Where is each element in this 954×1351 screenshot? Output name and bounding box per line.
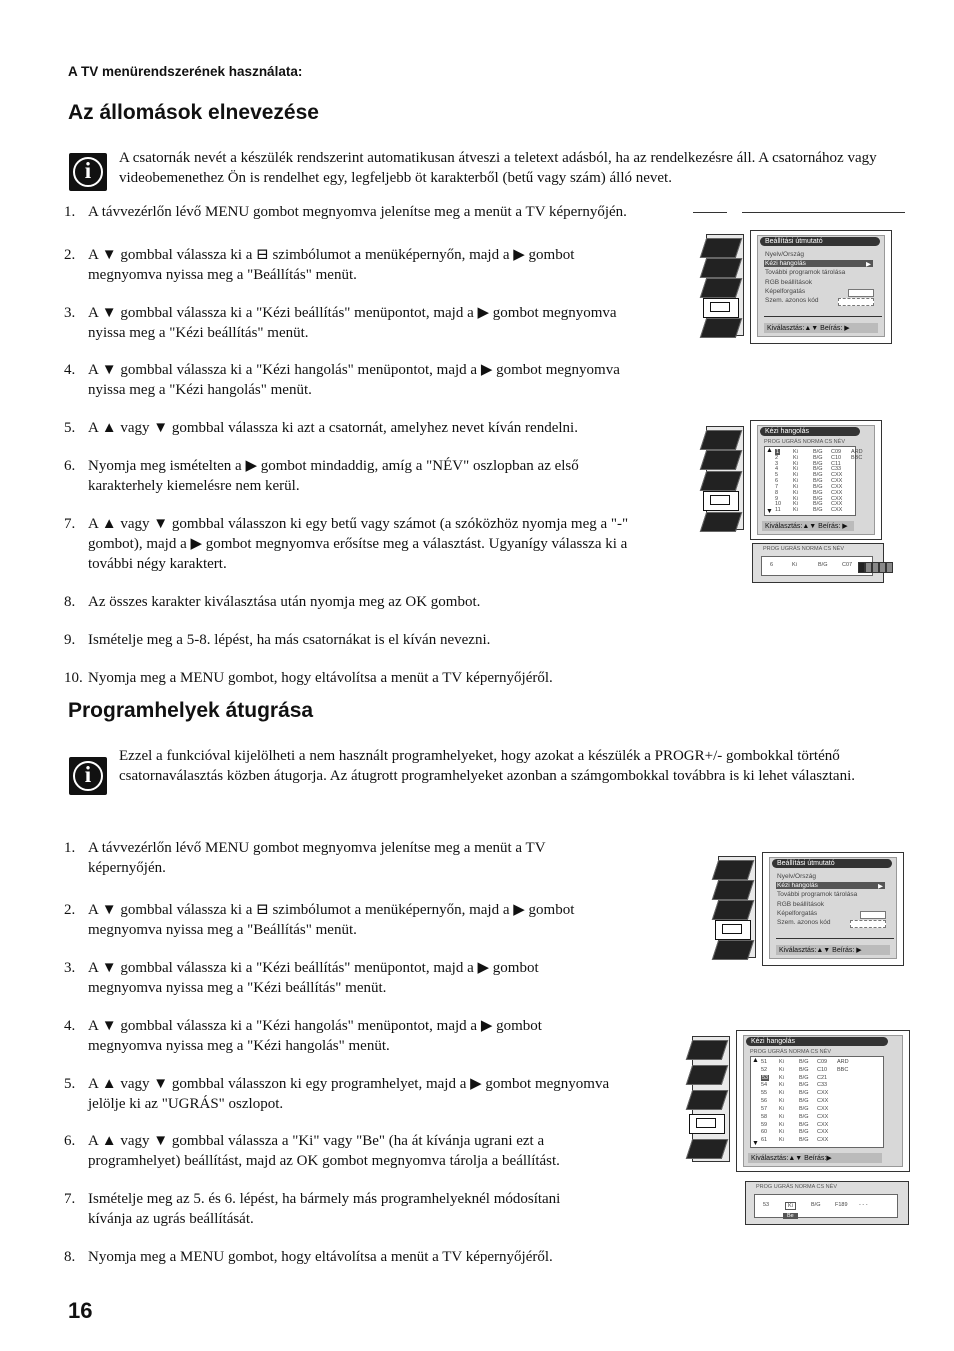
step-item — [64, 668, 704, 688]
step-item — [64, 360, 704, 400]
table-cell: B/G — [799, 1137, 809, 1144]
pointer-line — [742, 212, 905, 213]
teletext-icon — [700, 512, 742, 532]
step-item — [64, 1074, 704, 1114]
menu-screen — [750, 420, 882, 540]
edit-cell: - - - — [859, 1202, 868, 1208]
toolbox-glyph — [710, 302, 730, 312]
edit-cell: C07 — [842, 562, 853, 568]
step-item — [64, 1189, 704, 1229]
table-cell: Ki — [779, 1137, 784, 1144]
sound-icon — [700, 450, 742, 470]
menu-title: Kézi hangolás — [746, 1037, 888, 1046]
table-cell: Ki — [793, 495, 798, 502]
table-cell: CXX — [831, 472, 843, 479]
step-text: Nyomja meg a MENU gombot, hogy eltávolítsa a menüt a TV képernyőjéről. — [88, 1249, 553, 1265]
table-cell: CXX — [817, 1121, 829, 1128]
step-number: 5. — [64, 1076, 76, 1092]
channel-table — [750, 1056, 884, 1148]
menu-footer: Kiválasztás:▲▼ Beírás: ▶ — [776, 945, 890, 955]
table-cell: 56 — [761, 1098, 768, 1105]
table-cell: Ki — [793, 478, 798, 485]
step-number: 1. — [64, 840, 76, 856]
setup-icon — [703, 298, 739, 318]
edit-row — [761, 556, 873, 576]
table-cell: 5 — [775, 472, 779, 479]
table-cell: B/G — [813, 466, 823, 473]
menu-panel — [757, 235, 885, 337]
menu-item: További programok tárolása — [765, 269, 846, 277]
edit-strip — [745, 1181, 909, 1225]
page-number: 16 — [68, 1298, 93, 1323]
table-cell: CXX — [817, 1137, 829, 1144]
table-cell: Ki — [793, 501, 798, 508]
step-text: Nyomja meg a MENU gombot, hogy eltávolítsa a menüt a TV képernyőjéről. — [88, 670, 553, 686]
name-char-slot — [858, 562, 865, 573]
teletext-icon — [686, 1139, 728, 1159]
step-item — [64, 303, 704, 343]
arrow-right-icon: ▶ — [866, 261, 871, 269]
table-cell: B/G — [813, 495, 823, 502]
table-cell: 6 — [775, 478, 779, 485]
table-cell: Ki — [779, 1059, 784, 1065]
table-cell: 57 — [761, 1105, 768, 1112]
table-cell: 51 — [761, 1059, 768, 1065]
menu-screen — [750, 230, 892, 344]
table-cell: Ki — [779, 1121, 784, 1128]
step-text: A távvezérlőn lévő MENU gombot megnyomva jelenítse meg a menüt a TV képernyőjén. — [88, 204, 627, 220]
edit-cell: Ki — [785, 1202, 796, 1210]
step-number: 3. — [64, 960, 76, 976]
table-cell: B/G — [813, 478, 823, 485]
step-text: A ▼ gombbal válassza ki a ⊟ szimbólumot a menüképernyőn, majd a ▶ gombot megnyomva nyissa meg a "Beállítás" menüt. — [88, 902, 575, 938]
table-cell: Ki — [779, 1074, 784, 1081]
table-cell: 61 — [761, 1137, 768, 1144]
arrow-down-icon: ▼ — [752, 1140, 759, 1147]
step-item — [64, 900, 704, 940]
table-cell: 59 — [761, 1121, 768, 1128]
table-cell: ARD — [837, 1059, 849, 1065]
table-cell: B/G — [813, 489, 823, 496]
table-cell: C21 — [817, 1074, 828, 1081]
section-title-skip: Programhelyek átugrása — [68, 699, 314, 722]
menu-footer: Kiválasztás:▲▼ Beírás:▶ — [748, 1153, 882, 1163]
name-char-slot — [886, 562, 893, 573]
table-cell: 11 — [775, 507, 781, 514]
edit-strip — [752, 543, 884, 583]
menu-item: Szem. azonos kód — [764, 297, 873, 304]
table-cell: CXX — [817, 1129, 829, 1136]
menu-title: Beállítási útmutató — [772, 859, 892, 868]
table-cell: 58 — [761, 1113, 768, 1120]
table-cell: B/G — [799, 1074, 809, 1081]
table-cell: CXX — [817, 1105, 829, 1112]
column-header: PROG UGRÁS NORMA CS NÉV — [764, 439, 845, 445]
step-text: A ▼ gombbal válassza ki a "Kézi beállítás" menüpontot, majd a ▶ gombot megnyomva nyissa meg a "Kézi beállítás" menüt. — [88, 960, 539, 996]
table-cell: Ki — [793, 489, 798, 496]
step-number: 10. — [64, 670, 83, 686]
step-item — [64, 838, 704, 878]
table-cell: 4 — [775, 466, 779, 473]
step-number: 8. — [64, 1249, 76, 1265]
setup-icon — [715, 920, 751, 940]
toolbox-glyph — [722, 924, 742, 934]
table-cell: C09 — [831, 449, 842, 455]
name-char-slot — [879, 562, 886, 573]
menu-footer: Kiválasztás:▲▼ Beírás: ▶ — [764, 323, 878, 333]
table-cell: Ki — [779, 1090, 784, 1097]
menu-panel — [769, 857, 897, 959]
menu-item: RGB beállítások — [777, 900, 824, 908]
table-cell: 9 — [775, 495, 779, 502]
step-item — [64, 418, 704, 438]
step-item — [64, 1016, 704, 1056]
channel-table — [764, 446, 863, 516]
step-text: Ismételje meg az 5. és 6. lépést, ha bármely más programhelyeknél módosítani kívánja az ugrás beállítását. — [88, 1191, 561, 1227]
sound-icon — [686, 1065, 728, 1085]
table-cell: Ki — [779, 1105, 784, 1112]
table-cell: C11 — [831, 460, 841, 467]
table-cell: ARD — [851, 449, 863, 455]
step-item — [64, 958, 704, 998]
table-cell: CXX — [831, 483, 843, 490]
table-cell: BBC — [851, 454, 863, 461]
menu-divider — [764, 316, 882, 317]
step-item — [64, 456, 704, 496]
toggle-box — [848, 289, 874, 297]
step-number: 4. — [64, 1018, 76, 1034]
step-number: 4. — [64, 362, 76, 378]
table-cell: B/G — [813, 454, 823, 461]
menu-item: Nyelv/Ország — [765, 251, 805, 258]
info-text-skip: Ezzel a funkcióval kijelölheti a nem használt programhelyeket, hogy azokat a készülék a PROGR+/- gombokkal történő csatornaválasztás közben átugorja. Az átugrott programhelyeket azonban a számgombokkal továbbra is ki lehet választani. — [119, 748, 855, 784]
table-cell: 10 — [775, 501, 782, 508]
table-cell: 1 — [776, 449, 780, 455]
menu-item: Szem. azonos kód — [776, 919, 885, 926]
skip-option: Be — [783, 1213, 798, 1219]
table-cell: B/G — [799, 1082, 809, 1089]
menu-item: Kézi hangolás ▶ — [765, 260, 871, 269]
features-icon — [712, 900, 754, 920]
table-cell: C10 — [817, 1066, 828, 1073]
table-cell: B/G — [799, 1113, 809, 1120]
step-text: A ▼ gombbal válassza ki a "Kézi beállítás" menüpontot, majd a ▶ gombot megnyomva nyissa meg a "Kézi beállítás" menüt. — [88, 305, 617, 341]
arrow-down-icon: ▼ — [766, 508, 773, 515]
name-char-slot — [865, 562, 872, 573]
setup-icon — [703, 491, 739, 511]
step-item — [64, 245, 704, 285]
section-title-naming: Az állomások elnevezése — [68, 101, 319, 124]
table-cell: CXX — [831, 478, 843, 485]
menu-item: Képelforgatás — [764, 288, 873, 295]
table-cell: CXX — [817, 1098, 829, 1105]
sound-icon — [712, 880, 754, 900]
step-number: 8. — [64, 594, 76, 610]
step-text: A ▲ vagy ▼ gombbal válasszon ki egy programhelyet, majd a ▶ gombot megnyomva jelölje ki az "UGRÁS" oszlopot. — [88, 1076, 610, 1112]
table-cell: B/G — [813, 507, 823, 514]
menu-title: Kézi hangolás — [760, 427, 860, 436]
code-box — [838, 298, 874, 306]
toggle-box — [860, 911, 886, 919]
step-item — [64, 202, 704, 222]
edit-cell: 6 — [770, 562, 774, 568]
step-number: 7. — [64, 1191, 76, 1207]
step-text: Ismételje meg a 5-8. lépést, ha más csatornákat is el kíván nevezni. — [88, 632, 491, 648]
teletext-icon — [700, 318, 742, 338]
table-cell: Ki — [779, 1113, 784, 1120]
table-cell: B/G — [799, 1066, 809, 1073]
name-char-slot — [872, 562, 879, 573]
info-icon: i — [69, 757, 107, 795]
table-cell: 54 — [761, 1082, 768, 1089]
table-cell: CXX — [831, 495, 843, 502]
table-cell: B/G — [813, 460, 823, 467]
table-cell: C10 — [831, 454, 842, 461]
step-number: 3. — [64, 305, 76, 321]
step-number: 6. — [64, 1133, 76, 1149]
menu-panel — [743, 1035, 903, 1167]
features-icon — [700, 471, 742, 491]
table-cell: 60 — [761, 1129, 768, 1136]
edit-cell: 53 — [763, 1202, 770, 1208]
table-cell: B/G — [799, 1059, 809, 1065]
pointer-line — [693, 212, 727, 213]
step-number: 1. — [64, 204, 76, 220]
table-cell: CXX — [831, 489, 843, 496]
step-text: A ▼ gombbal válassza ki a "Kézi hangolás" menüpontot, majd a ▶ gombot megnyomva nyissa meg a "Kézi hangolás" menüt. — [88, 362, 620, 398]
menu-screen — [736, 1030, 910, 1172]
table-cell: C09 — [817, 1059, 828, 1065]
features-icon — [700, 278, 742, 298]
table-cell: Ki — [779, 1082, 784, 1089]
arrow-right-icon: ▶ — [878, 883, 883, 891]
toolbox-glyph — [696, 1118, 716, 1128]
table-cell: 3 — [775, 460, 779, 467]
table-cell: Ki — [793, 466, 798, 473]
info-text-naming: A csatornák nevét a készülék rendszerint automatikusan átveszi a teletext adásból, ha az rendelkezésre áll. A csatornához vagy videobemenethez Ön is rendelhet egy, legfeljebb öt karakterből (betű vagy szám) álló nevet. — [119, 150, 877, 186]
table-cell: Ki — [793, 454, 798, 461]
step-number: 2. — [64, 902, 76, 918]
code-box — [850, 920, 886, 928]
column-header: PROG UGRÁS NORMA CS NÉV — [750, 1049, 831, 1055]
column-header: PROG UGRÁS NORMA CS NÉV — [756, 1184, 837, 1190]
step-item — [64, 1131, 704, 1171]
step-number: 6. — [64, 458, 76, 474]
table-cell: Ki — [793, 460, 798, 467]
features-icon — [686, 1090, 728, 1110]
step-item — [64, 592, 704, 612]
picture-icon — [700, 430, 742, 450]
arrow-up-icon: ▲ — [766, 447, 773, 454]
table-cell: B/G — [813, 472, 823, 479]
step-text: Az összes karakter kiválasztása után nyomja meg az OK gombot. — [88, 594, 481, 610]
setup-icon — [689, 1114, 725, 1134]
picture-icon — [700, 238, 742, 258]
picture-icon — [712, 860, 754, 880]
table-cell: B/G — [799, 1105, 809, 1112]
step-text: A ▲ vagy ▼ gombbal válassza a "Ki" vagy "Be" (ha át kívánja ugrani ezt a programhelyet) beállítást, majd az OK gombot megnyomva tárolja a beállítást. — [88, 1133, 560, 1169]
sound-icon — [700, 258, 742, 278]
menu-panel — [757, 425, 875, 535]
table-cell: B/G — [813, 501, 823, 508]
running-header: A TV menürendszerének használata: — [68, 64, 303, 79]
table-cell: Ki — [793, 472, 798, 479]
edit-cell: Ki — [792, 562, 797, 568]
info-icon: i — [69, 153, 107, 191]
step-text: A ▼ gombbal válassza ki a ⊟ szimbólumot a menüképernyőn, majd a ▶ gombot megnyomva nyissa meg a "Beállítás" menüt. — [88, 247, 575, 283]
table-cell: 2 — [775, 454, 779, 461]
table-cell: Ki — [793, 449, 798, 455]
table-cell: Ki — [779, 1129, 784, 1136]
menu-item: RGB beállítások — [765, 278, 812, 286]
step-text: A távvezérlőn lévő MENU gombot megnyomva jelenítse meg a menüt a TV képernyőjén. — [88, 840, 546, 876]
menu-title: Beállítási útmutató — [760, 237, 880, 246]
step-number: 7. — [64, 516, 76, 532]
table-cell: B/G — [799, 1098, 809, 1105]
table-cell: CXX — [831, 507, 843, 514]
step-item — [64, 514, 704, 574]
table-cell: CXX — [817, 1113, 829, 1120]
edit-cell: F189 — [835, 1202, 848, 1208]
edit-cell: B/G — [811, 1202, 821, 1208]
menu-screen — [762, 852, 904, 966]
table-cell: Ki — [793, 507, 798, 514]
step-text: A ▲ vagy ▼ gombbal válasszon ki egy betű vagy számot (a szóközhöz nyomja meg a "-" gombot), majd a ▶ gombot megnyomva erősítse meg a választást. Ugyanígy válassza ki a további négy karaktert. — [88, 516, 629, 572]
table-cell: B/G — [813, 449, 823, 455]
table-cell: B/G — [799, 1129, 809, 1136]
table-cell: 53 — [762, 1074, 769, 1081]
table-cell: C33 — [831, 466, 842, 473]
table-cell: Ki — [793, 483, 798, 490]
menu-item: Kézi hangolás ▶ — [777, 882, 883, 891]
table-cell: C33 — [817, 1082, 828, 1089]
menu-footer: Kiválasztás:▲▼ Beírás: ▶ — [762, 521, 854, 531]
step-item — [64, 1247, 704, 1267]
column-header: PROG UGRÁS NORMA CS NÉV — [763, 546, 844, 552]
table-cell: Ki — [779, 1098, 784, 1105]
edit-cell: B/G — [818, 562, 828, 568]
step-text: Nyomja meg ismételten a ▶ gombot mindaddig, amíg a "NÉV" oszlopban az első karakterhely kiemelésre nem kerül. — [88, 458, 579, 494]
table-cell: BBC — [837, 1066, 849, 1073]
table-cell: 7 — [775, 483, 779, 490]
toolbox-glyph — [710, 495, 730, 505]
table-cell: 8 — [775, 489, 779, 496]
table-cell: 55 — [761, 1090, 768, 1097]
table-cell: B/G — [799, 1121, 809, 1128]
step-text: A ▲ vagy ▼ gombbal válassza ki azt a csatornát, amelyhez nevet kíván rendelni. — [88, 420, 578, 436]
picture-icon — [686, 1040, 728, 1060]
teletext-icon — [712, 940, 754, 960]
table-cell: B/G — [813, 483, 823, 490]
menu-item: Nyelv/Ország — [777, 873, 817, 880]
step-number: 9. — [64, 632, 76, 648]
arrow-up-icon: ▲ — [752, 1057, 759, 1064]
table-cell: CXX — [817, 1090, 829, 1097]
table-cell: Ki — [779, 1066, 784, 1073]
step-number: 5. — [64, 420, 76, 436]
step-number: 2. — [64, 247, 76, 263]
table-cell: CXX — [831, 501, 843, 508]
step-text: A ▼ gombbal válassza ki a "Kézi hangolás" menüpontot, majd a ▶ gombot megnyomva nyissa meg a "Kézi hangolás" menüt. — [88, 1018, 542, 1054]
step-item — [64, 630, 704, 650]
menu-item: Képelforgatás — [776, 910, 885, 917]
menu-item: További programok tárolása — [777, 891, 858, 899]
menu-divider — [776, 938, 894, 939]
table-cell: B/G — [799, 1090, 809, 1097]
edit-row — [754, 1194, 898, 1218]
table-cell: 52 — [761, 1066, 768, 1073]
